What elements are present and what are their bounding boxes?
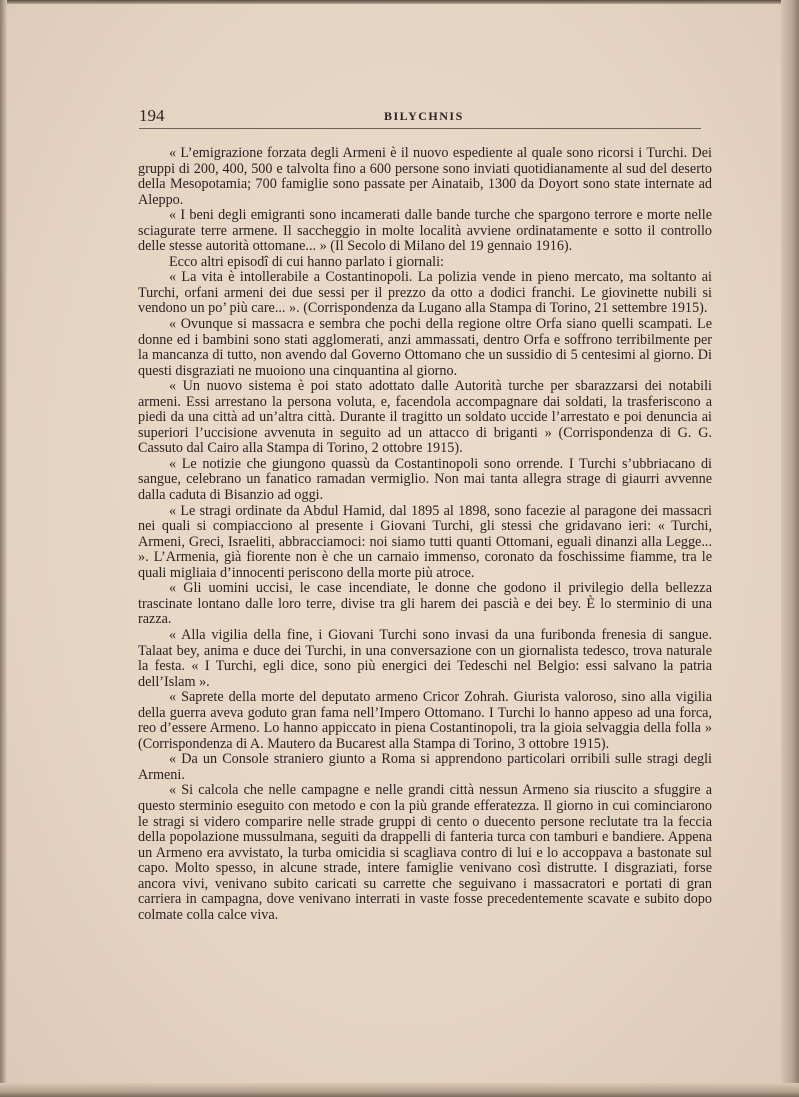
paragraph: « Un nuovo sistema è poi stato adottato dalle Autorità turche per sbarazzarsi dei notabili armeni. Essi arrestano la persona voluta, e, facendola accompagnare dai soldati, la trasferiscono a piedi da una città ad un’altra città. Durante il tragitto un soldato uccide l’arrestato e poi denuncia ai superiori l’uccisione avvenuta in seguito ad un attacco di briganti » (Corrispondenza di G. G. Cassuto dal Cairo alla Stampa di Torino, 2 ottobre 1915).: [138, 378, 712, 457]
paragraph: « Da un Console straniero giunto a Roma si apprendono particolari orribili sulle stragi degli Armeni.: [138, 751, 712, 783]
paragraph: « L’emigrazione forzata degli Armeni è il nuovo espediente al quale sono ricorsi i Turchi. Dei gruppi di 200, 400, 500 e talvolta fino a 600 persone sono inviati quotidianamente al sud del deserto della Mesopotamia; 700 famiglie sono passate per Ainataib, 1300 da Doyort sono state internate ad Aleppo.: [138, 145, 712, 208]
paragraph: « Gli uomini uccisi, le case incendiate, le donne che godono il privilegio della bellezza trascinate lontano dalle loro terre, divise tra gli harem dei pascià e dei bey. È lo sterminio di una razza.: [138, 580, 712, 628]
paragraph: Ecco altri episodî di cui hanno parlato i giornali:: [169, 253, 445, 270]
header-rule: [139, 128, 701, 129]
paragraph: « Saprete della morte del deputato armeno Cricor Zohrah. Giurista valoroso, sino alla vigilia della guerra aveva goduto gran fama nell’Impero Ottomano. I Turchi lo hanno appeso ad una forca, reo d’essere Armeno. Lo hanno appiccato in piena Costantinopoli, tra la gioia selvaggia della folla » (Corrispondenza di A. Mautero da Bucarest alla Stampa di Torino, 3 ottobre 1915).: [138, 689, 712, 752]
page-edge-bottom: [0, 1083, 799, 1097]
paragraph: « La vita è intollerabile a Costantinopoli. La polizia vende in pieno mercato, ma soltanto ai Turchi, orfani armeni dei due sessi per il prezzo da otto a dodici franchi. Le giovinette nubili si vendono un po’ più care... ». (Corrispondenza da Lugano alla Stampa di Torino, 21 settembre 1915).: [138, 269, 712, 317]
page-edge-right: [781, 0, 799, 1097]
paragraph: « Si calcola che nelle campagne e nelle grandi città nessun Armeno sia riuscito a sfuggire a questo sterminio eseguito con metodo e con la più grande efferatezza. Il giorno in cui cominciarono le stragi si videro comparire nelle strade gruppi di cento o duecento persone reclutate tra la feccia della popolazione mussulmana, seguiti da drappelli di fanteria turca con tamburi e bandiere. Appena un Armeno era avvistato, la turba omicidia si scagliava contro di lui e lo accoppava a bastonate sul capo. Molto spesso, in alcune strade, intere famiglie venivano così distrutte. I disgraziati, forse ancora vivi, venivano subito caricati su carrette che seguivano i massacratori e portati di gran carriera in campagna, dove venivano interrati in vaste fosse precedentemente scavate e subito dopo colmate colla calce viva.: [138, 782, 712, 923]
page-number: 194: [139, 106, 165, 125]
body-text: [138, 146, 712, 923]
page-header: [139, 106, 701, 128]
paragraph: « I beni degli emigranti sono incamerati dalle bande turche che spargono terrore e morte nelle sciagurate terre armene. Il saccheggio in molte località avviene ordinatamente e sotto il controllo delle stesse autorità ottomane... » (Il Secolo di Milano del 19 gennaio 1916).: [138, 207, 712, 255]
running-title: BILYCHNIS: [384, 109, 464, 123]
page-edge-left: [0, 0, 7, 1097]
paragraph: « Alla vigilia della fine, i Giovani Turchi sono invasi da una furibonda frenesia di sangue. Talaat bey, anima e duce dei Turchi, in una conversazione con un giornalista tedesco, trova naturale la festa. « I Turchi, egli dice, sono più energici dei Tedeschi nel Belgio: essi salvano la patria dell’Islam ».: [138, 626, 712, 690]
paragraph: « Le stragi ordinate da Abdul Hamid, dal 1895 al 1898, sono facezie al paragone dei massacri nei quali si compiacciono al presente i Giovani Turchi, gli stessi che gridavano ieri: « Turchi, Armeni, Greci, Israeliti, abbracciamoci: noi siamo tutti quanti Ottomani, eguali dinanzi alla Legge... ». L’Armenia, già fiorente non è che un carnaio immenso, coronato da foschissime fiamme, tra le quali migliaia d’innocenti periscono della morte più atroce.: [138, 502, 712, 581]
page-edge-top: [0, 0, 799, 4]
paragraph: « Le notizie che giungono quassù da Costantinopoli sono orrende. I Turchi s’ubbriacano di sangue, celebrano un fanatico ramadan vermiglio. Non mai tanta allegra strage di giaurri avvenne dalla caduta di Bisanzio ad oggi.: [138, 455, 712, 504]
paragraph: « Ovunque si massacra e sembra che pochi della regione oltre Orfa siano quelli scampati. Le donne ed i bambini sono stati agglomerati, anzi ammassati, dentro Orfa e soffrono terribilmente per la mancanza di tutto, non avendo dal Governo Ottomano che un sussidio di 5 centesimi al giorno. Di questi disgraziati ne muoiono una cinquantina al giorno.: [138, 316, 712, 379]
